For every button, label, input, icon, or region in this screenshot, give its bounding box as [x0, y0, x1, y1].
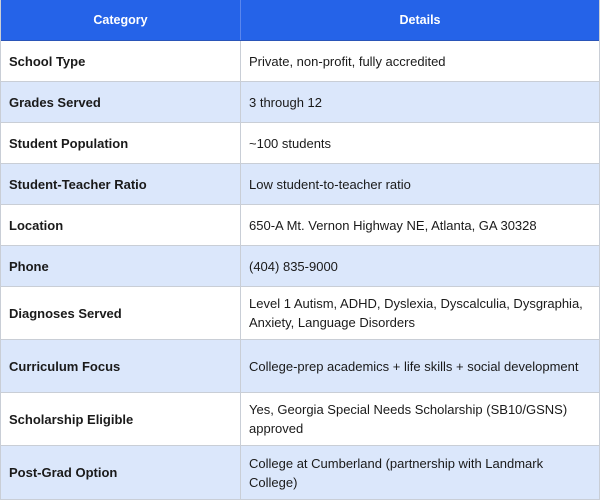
header-details: Details	[399, 12, 441, 27]
row-details: College-prep academics + life skills + social development	[249, 358, 579, 374]
table-row	[1, 246, 599, 287]
table-row	[1, 205, 599, 246]
row-category: Grades Served	[1, 82, 241, 122]
row-category: Student-Teacher Ratio	[1, 164, 241, 204]
row-category: Post-Grad Option	[1, 446, 241, 499]
table-row	[1, 287, 599, 340]
row-details: College at Cumberland (partnership with Landmark College)	[249, 455, 544, 490]
table-row	[1, 446, 599, 499]
table-row	[1, 393, 599, 446]
row-category: Location	[1, 205, 241, 245]
table-row	[1, 41, 599, 82]
header-category: Category	[1, 0, 241, 40]
table-row	[1, 164, 599, 205]
row-category: Phone	[1, 246, 241, 286]
row-details: ~100 students	[249, 135, 332, 151]
row-category: School Type	[1, 41, 241, 81]
row-category: Student Population	[1, 123, 241, 163]
row-category: Curriculum Focus	[1, 340, 241, 392]
row-category: Diagnoses Served	[1, 287, 241, 339]
row-details: Private, non-profit, fully accredited	[249, 53, 446, 69]
row-details: Level 1 Autism, ADHD, Dyslexia, Dyscalculia, Dysgraphia, Anxiety, Language Disorders	[249, 296, 583, 330]
row-details: 3 through 12	[249, 94, 323, 110]
table-row	[1, 82, 599, 123]
row-details: Yes, Georgia Special Needs Scholarship (SB10/GSNS) approved	[249, 402, 568, 436]
row-details: 650-A Mt. Vernon Highway NE, Atlanta, GA 30328	[249, 217, 537, 233]
table-row	[1, 123, 599, 164]
table-row	[1, 340, 599, 393]
row-details: (404) 835-9000	[249, 258, 338, 274]
row-details: Low student-to-teacher ratio	[249, 176, 411, 192]
table-header-row	[1, 0, 599, 41]
row-category: Scholarship Eligible	[1, 393, 241, 445]
